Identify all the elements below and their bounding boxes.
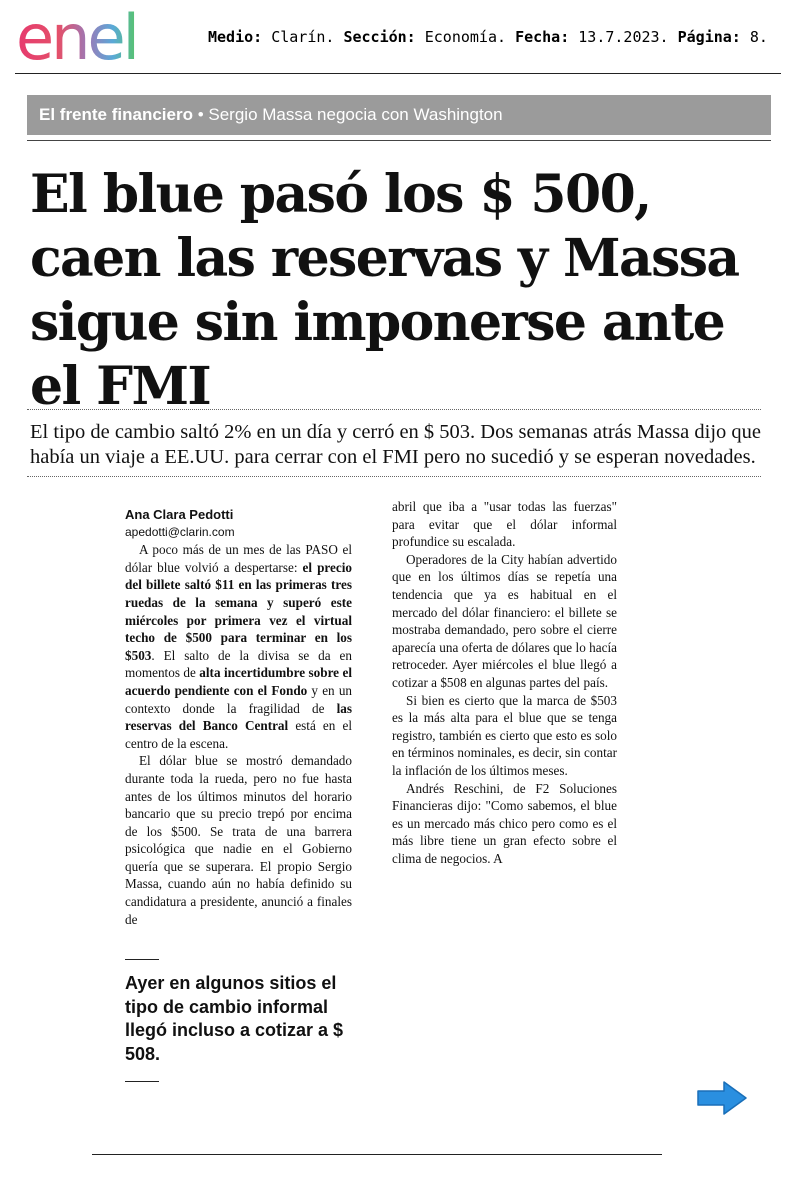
fecha-value: 13.7.2023. <box>578 28 669 46</box>
kicker-section: El frente financiero <box>39 105 193 124</box>
seccion-label: Sección: <box>343 28 416 46</box>
article-column-2 <box>392 498 617 867</box>
text-run: A poco más de un mes de las PASO el dólar blue volvió a despertarse: <box>125 542 352 575</box>
header-divider <box>15 73 781 74</box>
deck-bottom-divider <box>27 476 761 477</box>
seccion-value: Economía. <box>424 28 507 46</box>
text-run: y en un contexto donde la fragilidad de <box>125 682 353 716</box>
pull-quote-top-rule <box>125 959 159 960</box>
article-headline: El blue pasó los $ 500, caen las reservas y Massa sigue sin imponerse ante el FMI <box>30 164 739 417</box>
article-column-1 <box>125 506 352 928</box>
byline-author: Ana Clara Pedotti <box>125 507 234 522</box>
pagina-label: Página: <box>677 28 741 46</box>
bold-run: alta incertidumbre sobre el acuerdo pendiente con el Fondo <box>125 665 352 698</box>
byline-email: apedotti@clarin.com <box>125 524 235 539</box>
pull-quote: Ayer en algunos sitios el tipo de cambio informal llegó incluso a cotizar a $ 508. <box>125 973 344 1064</box>
paragraph-2: El dólar blue se mostró demandado durante toda la rueda, pero no fue hasta antes de los últimos minutos del horario bancario que su precio trepó por encima de los $500. Se trata de una barrera psicológica que nadie en el Gobierno quería que se superara. El propio Sergio Massa, cuando aún no había definido su candidatura a presidente, anunció a finales de <box>125 753 352 927</box>
section-kicker <box>27 95 771 135</box>
paragraph-5: Si bien es cierto que la marca de $503 es la más alta para el blue que se tenga registro, también es cierto que esto es solo en términos nominales, es decir, sin contar la inflación de los últimos meses. <box>392 692 617 778</box>
fecha-label: Fecha: <box>515 28 570 46</box>
svg-text:enel: enel <box>16 4 137 68</box>
text-run: está en el centro de la escena. <box>125 718 352 751</box>
paragraph-1 <box>125 541 352 752</box>
medio-value: Clarín. <box>271 28 335 46</box>
paragraph-6: Andrés Reschini, de F2 Soluciones Financieras dijo: "Como sabemos, el blue es un mercado más chico pero como es el más libre tiene un gran efecto sobre el clima de negocios. A <box>392 780 617 866</box>
text-run: . El salto de la divisa se da en momentos de <box>125 647 352 681</box>
bold-run: las reservas del Banco Central <box>125 700 352 734</box>
source-metadata <box>208 28 768 46</box>
enel-logo <box>16 4 186 68</box>
bold-run: el precio del billete saltó $11 en las primeras tres ruedas de la semana y superó este miércoles por primera vez el virtual techo de $500 para terminar en los $503 <box>125 559 352 663</box>
paragraph-4: Operadores de la City habían advertido que en los últimos días se repetía una tendencia que ya es habitual en el mercado del dólar financiero: el billete se mostraba demandado, pero sobre el cierre aparecía una oferta de dólares que lo hacía retroceder. Ayer miércoles el blue llegó a cotizar a $508 en algunas partes del país. <box>392 551 617 690</box>
article-deck: El tipo de cambio saltó 2% en un día y cerró en $ 503. Dos semanas atrás Massa dijo que había un viaje a EE.UU. para cerrar con el FMI pero no sucedió y se esperan novedades. <box>30 421 761 468</box>
deck-top-divider <box>27 409 761 410</box>
kicker-separator: • <box>192 105 209 124</box>
pull-quote-bottom-rule <box>125 1081 159 1082</box>
medio-label: Medio: <box>208 28 263 46</box>
pagina-value: 8. <box>749 28 768 46</box>
kicker-underline <box>27 140 771 141</box>
footer-divider <box>92 1154 662 1155</box>
arrow-right-icon[interactable] <box>696 1080 748 1116</box>
paragraph-3: abril que iba a "usar todas las fuerzas" para evitar que el dólar informal profundice su escalada. <box>392 499 617 550</box>
kicker-topic: Sergio Massa negocia con Washington <box>208 105 503 124</box>
